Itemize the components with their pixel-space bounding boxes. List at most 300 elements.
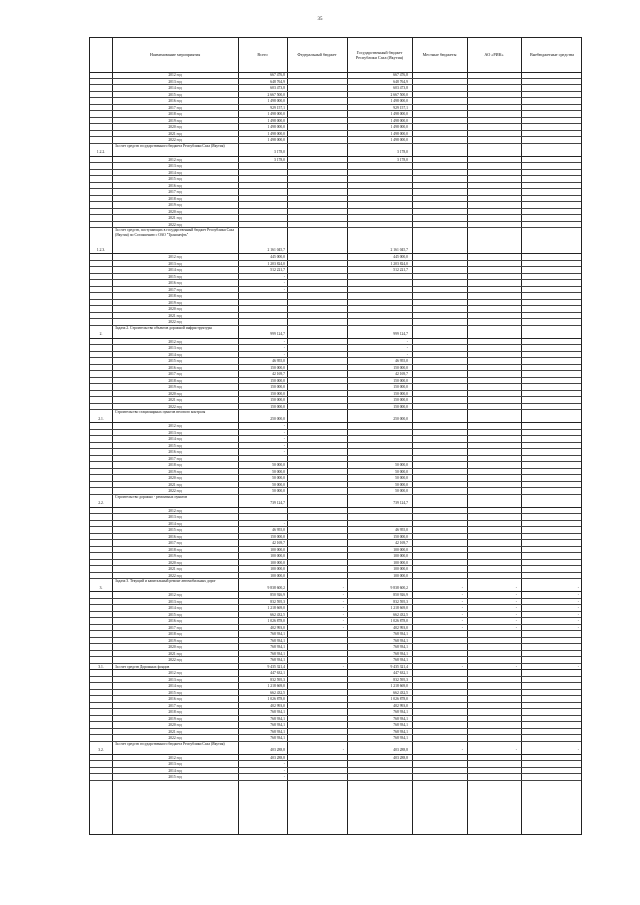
row-name: Строительство дорожно - ремонтных пунктов — [115, 494, 188, 499]
cell-federal: - — [342, 599, 344, 604]
cell-jsc: - — [515, 748, 517, 752]
cell-jsc: - — [515, 625, 517, 630]
cell-state: 42 169,7 — [395, 372, 408, 376]
cell-total: - — [283, 346, 285, 350]
row-year: 2018 год — [168, 547, 182, 552]
cell-jsc: - — [515, 593, 517, 597]
cell-state: 100 000,0 — [393, 547, 408, 552]
cell-total: 50 000,0 — [272, 463, 285, 467]
cell-state: 1 218 669,0 — [390, 606, 408, 610]
row-year: 2019 год — [168, 385, 182, 389]
cell-total: 850 926,9 — [270, 593, 285, 597]
table-row — [90, 742, 581, 755]
row-year: 2013 год — [168, 599, 182, 604]
cell-state: 648 764,9 — [393, 79, 408, 84]
row-number: 3.1. — [98, 664, 104, 669]
cell-total: 46 955,0 — [272, 528, 285, 532]
cell-total: 402 993,0 — [270, 625, 285, 630]
cell-local: - — [461, 619, 463, 623]
table-row — [90, 774, 581, 781]
cell-offbudget: - — [577, 599, 579, 604]
cell-offbudget: - — [577, 593, 579, 597]
row-year: 2017 год — [168, 703, 182, 708]
cell-total: - — [283, 352, 285, 357]
row-year: 2018 год — [168, 632, 182, 636]
cell-total: 3 178,0 — [273, 157, 285, 162]
cell-total: - — [283, 775, 285, 779]
cell-local: - — [461, 748, 463, 752]
cell-total: 1 203 824,0 — [267, 261, 285, 266]
cell-state: 9 838 600,2 — [390, 585, 408, 590]
cell-total: 50 000,0 — [272, 482, 285, 487]
cell-total: 42 169,7 — [272, 541, 285, 545]
cell-state: 100 000,0 — [393, 573, 408, 578]
row-year: 2022 год — [168, 736, 182, 740]
row-number: 1.2.3. — [96, 247, 106, 252]
cell-state: 447 632,1 — [393, 671, 408, 675]
cell-state: 402 993,0 — [393, 703, 408, 708]
cell-state: 512 221,7 — [393, 268, 408, 272]
cell-total: 42 169,7 — [272, 372, 285, 376]
header-total: Всего — [257, 52, 268, 58]
cell-total: 150 000,0 — [270, 404, 285, 409]
cell-state: 768 934,1 — [393, 632, 408, 636]
cell-total: 1 498 000,0 — [267, 138, 285, 142]
cell-state: 1 498 000,0 — [390, 125, 408, 129]
cell-local: - — [461, 606, 463, 610]
cell-total: 150 000,0 — [270, 398, 285, 402]
cell-total: 50 000,0 — [272, 489, 285, 493]
table-row — [90, 495, 581, 508]
row-year: 2012 год — [168, 671, 182, 675]
cell-state: 50 000,0 — [395, 482, 408, 487]
cell-federal: - — [342, 625, 344, 630]
cell-total: 150 000,0 — [270, 378, 285, 383]
cell-state: 445 000,0 — [393, 255, 408, 259]
cell-total: - — [283, 430, 285, 435]
cell-total: 9 435 321,4 — [267, 664, 285, 669]
cell-state: 1 203 824,0 — [390, 261, 408, 266]
cell-total: 768 934,1 — [270, 651, 285, 656]
cell-state: 1 498 000,0 — [390, 112, 408, 116]
cell-state: 603 473,8 — [393, 86, 408, 90]
row-year: 2013 год — [168, 164, 182, 168]
row-year: 2014 год — [168, 268, 182, 272]
cell-offbudget: - — [577, 664, 579, 669]
row-number: 2. — [99, 332, 103, 336]
cell-total: 768 934,1 — [270, 736, 285, 740]
cell-offbudget: - — [577, 625, 579, 630]
cell-state: 46 955,0 — [395, 528, 408, 532]
row-year: 2022 год — [168, 489, 182, 493]
cell-total: 50 000,0 — [272, 469, 285, 474]
row-year: 2021 год — [168, 567, 182, 571]
cell-federal: - — [342, 606, 344, 610]
cell-total: 999 124,7 — [270, 332, 285, 336]
cell-total: 3 178,0 — [273, 150, 285, 154]
cell-state: 1 218 669,0 — [390, 684, 408, 688]
row-name: Задача 3. Текущий и капитальный ремонт автомобильных дорог — [115, 579, 216, 584]
row-year: 2014 год — [168, 684, 182, 688]
row-year: 2020 год — [168, 645, 182, 649]
row-year: 2012 год — [168, 424, 182, 428]
cell-total: - — [283, 762, 285, 766]
row-year: 2015 год — [168, 274, 182, 279]
page-number: 35 — [317, 17, 323, 22]
cell-total: - — [283, 339, 285, 344]
row-year: 2014 год — [168, 521, 182, 526]
cell-state: 768 934,1 — [393, 658, 408, 662]
cell-local: - — [461, 585, 463, 590]
cell-state: 832 595,3 — [393, 677, 408, 682]
row-year: 2019 год — [168, 638, 182, 643]
cell-state: 1 498 000,0 — [390, 138, 408, 142]
row-year: 2021 год — [168, 313, 182, 318]
row-year: 2021 год — [168, 131, 182, 136]
cell-state: 832 595,3 — [393, 599, 408, 604]
cell-state: 150 000,0 — [393, 404, 408, 409]
cell-state: 100 000,0 — [393, 567, 408, 571]
row-number: 3.2. — [98, 748, 104, 752]
cell-federal: - — [342, 612, 344, 617]
cell-total: 403 288,8 — [270, 755, 285, 760]
cell-total: 1 218 669,0 — [267, 684, 285, 688]
row-year: 2015 год — [168, 528, 182, 532]
cell-state: 768 934,1 — [393, 638, 408, 643]
row-year: 2017 год — [168, 541, 182, 545]
row-year: 2022 год — [168, 658, 182, 662]
row-year: 2021 год — [168, 216, 182, 220]
cell-jsc: - — [515, 606, 517, 610]
cell-state: 402 993,0 — [393, 625, 408, 630]
row-year: 2016 год — [168, 99, 182, 103]
row-year: 2018 год — [168, 378, 182, 383]
row-year: 2015 год — [168, 612, 182, 617]
row-year: 2016 год — [168, 281, 182, 285]
header-federal: Федеральный бюджет — [297, 52, 337, 58]
cell-state: 768 934,1 — [393, 729, 408, 734]
row-name: За счет средств государственного бюджета Республики Саха (Якутия) — [115, 143, 225, 148]
cell-total: 929 157,1 — [270, 105, 285, 110]
row-year: 2017 год — [168, 287, 182, 292]
row-year: 2016 год — [168, 619, 182, 623]
cell-offbudget: - — [577, 748, 579, 752]
cell-total: 402 993,0 — [270, 703, 285, 708]
cell-total: - — [283, 287, 285, 292]
row-year: 2013 год — [168, 677, 182, 682]
row-year: 2021 год — [168, 398, 182, 402]
row-year: 2020 год — [168, 723, 182, 727]
cell-total: 1 498 000,0 — [267, 125, 285, 129]
row-year: 2020 год — [168, 307, 182, 311]
row-year: 2015 год — [168, 177, 182, 181]
row-year: 2017 год — [168, 105, 182, 110]
cell-jsc: - — [515, 619, 517, 623]
cell-total: 150 000,0 — [270, 391, 285, 396]
cell-total: 46 955,0 — [272, 359, 285, 363]
cell-state: 150 000,0 — [393, 385, 408, 389]
cell-state: 3 178,0 — [396, 150, 408, 154]
header-jsc: АО «РИК» — [484, 52, 504, 58]
cell-state: 150 000,0 — [393, 365, 408, 370]
cell-total: 100 000,0 — [270, 567, 285, 571]
row-year: 2022 год — [168, 573, 182, 578]
row-year: 2012 год — [168, 593, 182, 597]
cell-total: 739 124,7 — [270, 501, 285, 505]
cell-state: 2 161 045,7 — [390, 247, 408, 252]
table-row — [90, 228, 581, 254]
cell-state: 150 000,0 — [393, 534, 408, 539]
cell-state: 100 000,0 — [393, 560, 408, 565]
cell-total: - — [283, 437, 285, 441]
cell-total: - — [283, 274, 285, 279]
cell-total: 1 218 669,0 — [267, 606, 285, 610]
cell-total: 512 221,7 — [270, 268, 285, 272]
cell-state: 3 178,0 — [396, 157, 408, 162]
cell-state: 768 934,1 — [393, 736, 408, 740]
cell-total: 445 000,0 — [270, 255, 285, 259]
cell-total: 100 000,0 — [270, 560, 285, 565]
row-name: Строительство стационарных пунктов весового контроля — [115, 410, 206, 415]
cell-total: 100 000,0 — [270, 547, 285, 552]
cell-total: 768 934,1 — [270, 658, 285, 662]
cell-total: 447 632,1 — [270, 671, 285, 675]
cell-offbudget: - — [577, 606, 579, 610]
cell-state: 929 157,1 — [393, 105, 408, 110]
table-row — [90, 579, 581, 592]
row-year: 2018 год — [168, 463, 182, 467]
budget-table — [89, 37, 582, 835]
cell-total: 150 000,0 — [270, 534, 285, 539]
row-year: 2015 год — [168, 690, 182, 695]
row-number: 2.1. — [98, 416, 104, 421]
cell-state: 768 934,1 — [393, 710, 408, 714]
cell-state: 1 498 000,0 — [390, 118, 408, 123]
row-year: 2019 год — [168, 203, 182, 207]
row-year: 2020 год — [168, 391, 182, 396]
cell-state: 768 934,1 — [393, 651, 408, 656]
row-year: 2013 год — [168, 346, 182, 350]
cell-total: - — [283, 443, 285, 448]
row-year: 2018 год — [168, 196, 182, 201]
cell-total: 250 000,0 — [270, 416, 285, 421]
row-year: 2015 год — [168, 359, 182, 363]
table-body — [90, 72, 581, 781]
row-year: 2014 год — [168, 606, 182, 610]
row-year: 2013 год — [168, 762, 182, 766]
cell-state: - — [406, 352, 408, 357]
row-year: 2013 год — [168, 430, 182, 435]
row-year: 2012 год — [168, 255, 182, 259]
cell-jsc: - — [515, 664, 517, 669]
row-year: 2017 год — [168, 456, 182, 461]
cell-jsc: - — [515, 599, 517, 604]
cell-total: - — [283, 424, 285, 428]
row-year: 2020 год — [168, 476, 182, 480]
cell-local: - — [461, 593, 463, 597]
row-year: 2012 год — [168, 508, 182, 513]
cell-state: 768 934,1 — [393, 716, 408, 721]
cell-state: 50 000,0 — [395, 463, 408, 467]
cell-state: 150 000,0 — [393, 378, 408, 383]
cell-state: 1 498 000,0 — [390, 131, 408, 136]
cell-total: 832 595,3 — [270, 677, 285, 682]
cell-local: - — [461, 599, 463, 604]
row-year: 2022 год — [168, 320, 182, 324]
row-year: 2017 год — [168, 625, 182, 630]
row-year: 2018 год — [168, 294, 182, 298]
cell-total: 100 000,0 — [270, 554, 285, 558]
cell-state: 50 000,0 — [395, 489, 408, 493]
cell-state: 46 955,0 — [395, 359, 408, 363]
cell-total: - — [283, 281, 285, 285]
cell-state: 662 432,5 — [393, 690, 408, 695]
row-year: 2013 год — [168, 515, 182, 519]
row-year: 2014 год — [168, 86, 182, 90]
row-year: 2016 год — [168, 183, 182, 188]
row-year: 2016 год — [168, 365, 182, 370]
cell-state: 42 169,7 — [395, 541, 408, 545]
row-name: За счет средств Дорожных фондов — [115, 664, 170, 669]
cell-total: 150 000,0 — [270, 385, 285, 389]
cell-total: - — [283, 521, 285, 526]
cell-state: 999 124,7 — [393, 332, 408, 336]
cell-federal: - — [342, 748, 344, 752]
row-year: 2019 год — [168, 118, 182, 123]
row-year: 2013 год — [168, 261, 182, 266]
cell-state: 403 288,8 — [393, 755, 408, 760]
row-year: 2021 год — [168, 482, 182, 487]
row-year: 2012 год — [168, 339, 182, 344]
cell-state: 768 934,1 — [393, 645, 408, 649]
row-year: 2019 год — [168, 554, 182, 558]
row-number: 3. — [99, 585, 103, 590]
cell-total: 768 934,1 — [270, 729, 285, 734]
cell-local: - — [461, 612, 463, 617]
header-name: Наименование мероприятия — [149, 52, 201, 58]
cell-total: 768 934,1 — [270, 716, 285, 721]
row-year: 2022 год — [168, 222, 182, 227]
cell-local: - — [461, 664, 463, 669]
row-year: 2021 год — [168, 729, 182, 734]
cell-total: 2 667 500,0 — [267, 92, 285, 97]
cell-total: 2 161 045,7 — [267, 247, 285, 252]
cell-total: 1 498 000,0 — [267, 112, 285, 116]
row-number: 2.2. — [98, 501, 104, 505]
cell-total: 403 288,8 — [270, 748, 285, 752]
cell-jsc: - — [515, 585, 517, 590]
cell-total: 768 934,1 — [270, 723, 285, 727]
row-name: Задача 2. Строительство объектов дорожной инфраструктуры — [115, 325, 212, 330]
cell-state: 768 934,1 — [393, 723, 408, 727]
row-year: 2018 год — [168, 710, 182, 714]
row-year: 2015 год — [168, 443, 182, 448]
cell-jsc: - — [515, 612, 517, 617]
cell-offbudget: - — [577, 612, 579, 617]
cell-total: 648 764,9 — [270, 79, 285, 84]
row-year: 2016 год — [168, 450, 182, 454]
row-year: 2017 год — [168, 190, 182, 194]
cell-total: 1 498 000,0 — [267, 118, 285, 123]
cell-federal: - — [342, 585, 344, 590]
cell-state: 250 000,0 — [393, 416, 408, 421]
row-year: 2020 год — [168, 560, 182, 565]
table-row — [90, 410, 581, 423]
row-year: 2017 год — [168, 372, 182, 376]
cell-total: 1 498 000,0 — [267, 131, 285, 136]
cell-total: 603 473,8 — [270, 86, 285, 90]
row-year: 2019 год — [168, 469, 182, 474]
cell-federal: - — [342, 593, 344, 597]
cell-total: 1 498 000,0 — [267, 99, 285, 103]
row-year: 2022 год — [168, 404, 182, 409]
table-row — [90, 326, 581, 339]
cell-state: 850 926,9 — [393, 593, 408, 597]
cell-federal: - — [342, 664, 344, 669]
cell-state: 1 498 000,0 — [390, 99, 408, 103]
cell-total: 50 000,0 — [272, 476, 285, 480]
row-year: 2012 год — [168, 755, 182, 760]
cell-total: - — [283, 450, 285, 454]
cell-state: 1 026 878,0 — [390, 697, 408, 701]
cell-total: 1 026 878,0 — [267, 619, 285, 623]
header-state: Государственный бюджет Республики Саха (Якутия) — [355, 49, 404, 60]
row-year: 2013 год — [168, 79, 182, 84]
row-number: 1.2.2. — [96, 150, 106, 154]
cell-federal: - — [342, 619, 344, 623]
row-year: 2022 год — [168, 138, 182, 142]
cell-total: 768 934,1 — [270, 632, 285, 636]
row-year: 2018 год — [168, 112, 182, 116]
cell-total: 832 595,3 — [270, 599, 285, 604]
row-year: 2014 год — [168, 170, 182, 175]
cell-offbudget: - — [577, 619, 579, 623]
row-year: 2014 год — [168, 768, 182, 773]
row-year: 2019 год — [168, 300, 182, 305]
cell-total: 9 838 600,2 — [267, 585, 285, 590]
row-year: 2012 год — [168, 73, 182, 77]
row-year: 2015 год — [168, 775, 182, 779]
row-year: 2012 год — [168, 157, 182, 162]
cell-total: 100 000,0 — [270, 573, 285, 578]
cell-total: 768 934,1 — [270, 645, 285, 649]
cell-state: - — [406, 339, 408, 344]
row-year: 2021 год — [168, 651, 182, 656]
header-offbudget: Внебюджетные средства — [530, 52, 574, 58]
row-name: За счет средств государственного бюджета Республики Саха (Якутия) — [115, 741, 225, 746]
row-year: 2016 год — [168, 534, 182, 539]
cell-offbudget: - — [577, 585, 579, 590]
cell-state: - — [406, 346, 408, 350]
cell-total: 667 476,8 — [270, 73, 285, 77]
cell-state: 100 000,0 — [393, 554, 408, 558]
cell-state: 739 124,7 — [393, 501, 408, 505]
cell-total: 662 432,5 — [270, 612, 285, 617]
row-year: 2020 год — [168, 125, 182, 129]
row-name: За счет средств, поступающих в государственный бюджет Республики Саха (Якутия) по Соглашению с ОАО "Транснефть" — [115, 228, 235, 237]
row-year: 2014 год — [168, 437, 182, 441]
cell-total: 1 026 878,0 — [267, 697, 285, 701]
cell-state: 1 026 878,0 — [390, 619, 408, 623]
cell-local: - — [461, 625, 463, 630]
cell-state: 403 288,8 — [393, 748, 408, 752]
row-year: 2015 год — [168, 92, 182, 97]
cell-total: 768 934,1 — [270, 638, 285, 643]
row-year: 2016 год — [168, 697, 182, 701]
cell-total: 768 934,1 — [270, 710, 285, 714]
cell-state: 2 667 500,0 — [390, 92, 408, 97]
cell-state: 667 476,8 — [393, 73, 408, 77]
